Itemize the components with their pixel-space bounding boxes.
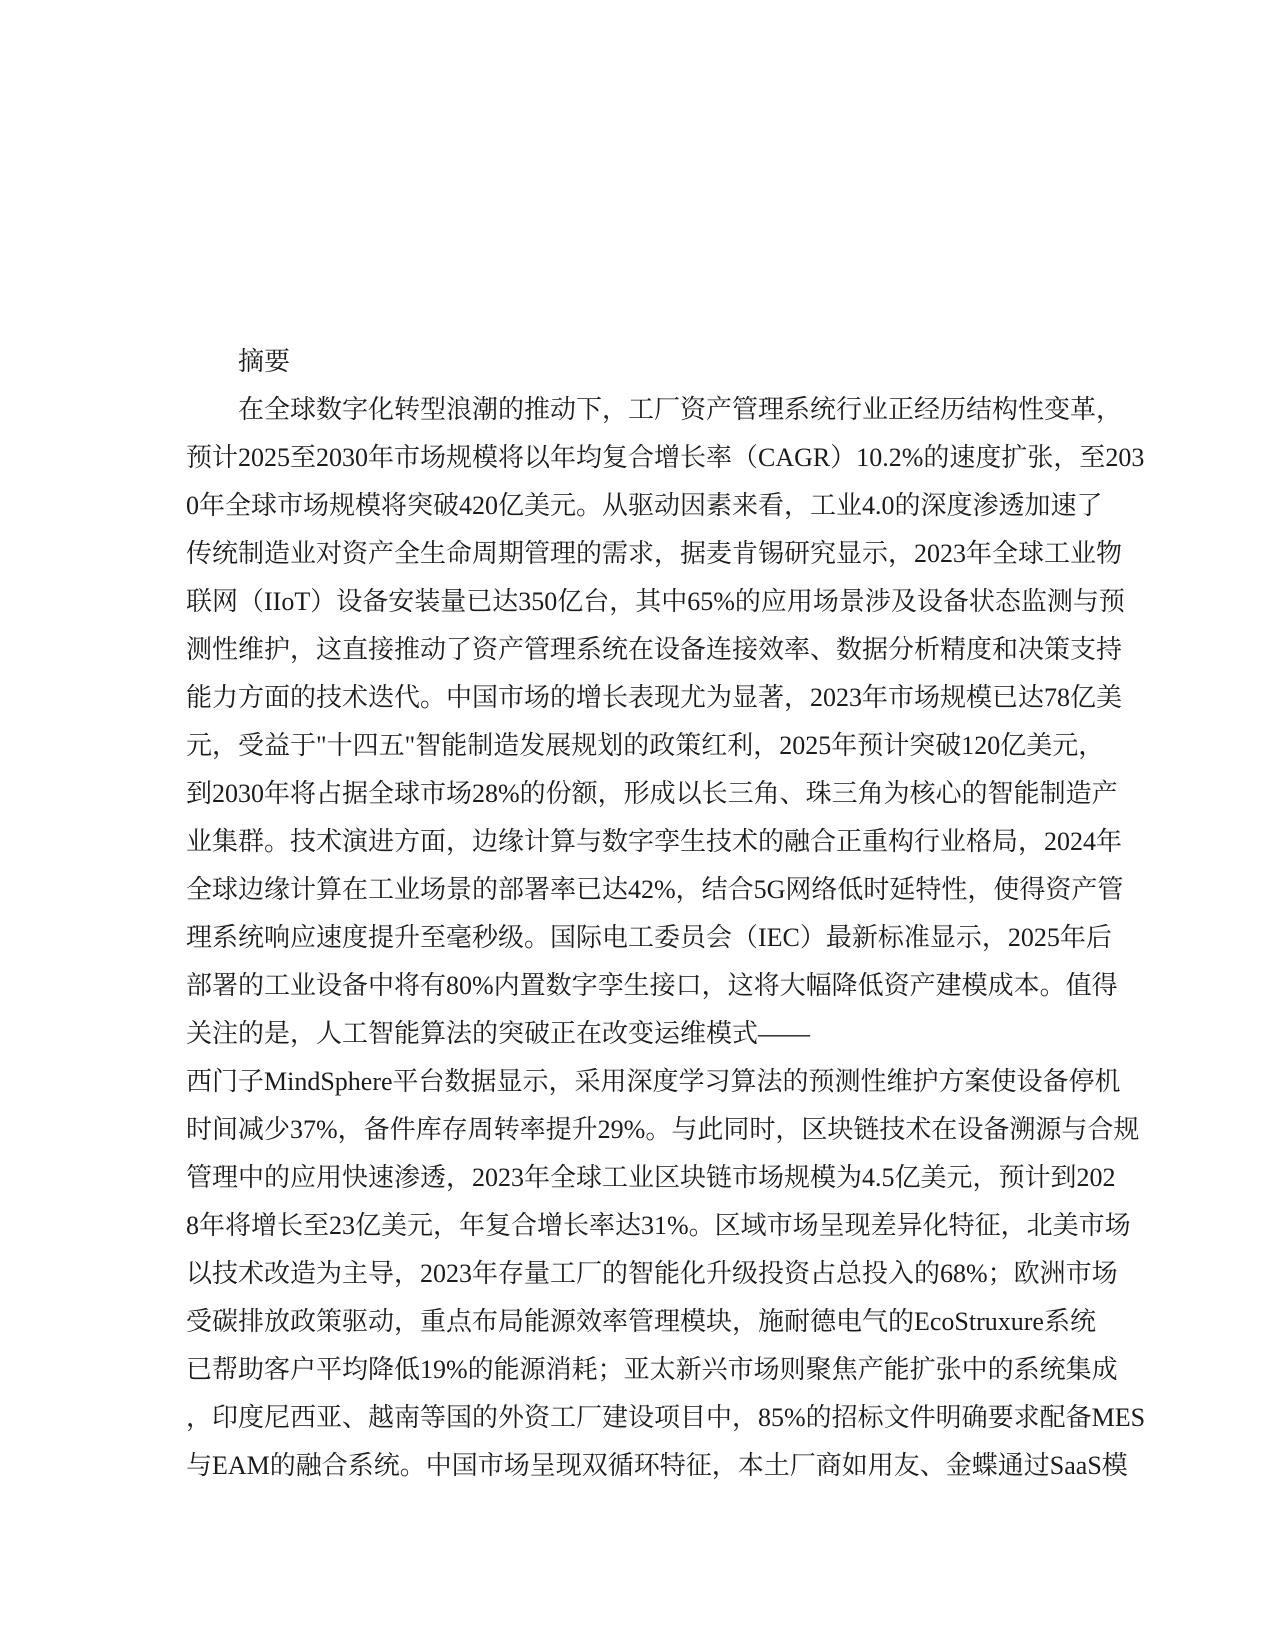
section-heading-abstract: 摘要 [238,347,291,376]
text-line: 受碳排放政策驱动，重点布局能源效率管理模块，施耐德电气的EcoStruxure系统 [186,1307,1096,1336]
text-line: 以技术改造为主导，2023年存量工厂的智能化升级投资占总投入的68%；欧洲市场 [186,1259,1118,1288]
text-line: 元，受益于"十四五"智能制造发展规划的政策红利，2025年预计突破120亿美元， [186,731,1105,760]
text-line: 西门子MindSphere平台数据显示，采用深度学习算法的预测性维护方案使设备停机 [186,1067,1121,1096]
text-line: ，印度尼西亚、越南等国的外资工厂建设项目中，85%的招标文件明确要求配备MES [186,1403,1146,1432]
text-line: 部署的工业设备中将有80%内置数字孪生接口，这将大幅降低资产建模成本。值得 [186,971,1118,1000]
text-line: 时间减少37%，备件库存周转率提升29%。与此同时，区块链技术在设备溯源与合规 [186,1115,1140,1144]
text-line: 能力方面的技术迭代。中国市场的增长表现尤为显著，2023年市场规模已达78亿美 [186,683,1123,712]
text-line: 到2030年将占据全球市场28%的份额，形成以长三角、珠三角为核心的智能制造产 [186,779,1118,808]
text-line: 理系统响应速度提升至毫秒级。国际电工委员会（IEC）最新标准显示，2025年后 [186,923,1112,952]
text-line: 关注的是，人工智能算法的突破正在改变运维模式—— [186,1019,811,1048]
text-line: 已帮助客户平均降低19%的能源消耗；亚太新兴市场则聚焦产能扩张中的系统集成 [186,1355,1118,1384]
text-line: 联网（IIoT）设备安装量已达350亿台，其中65%的应用场景涉及设备状态监测与预 [186,587,1125,616]
text-line: 业集群。技术演进方面，边缘计算与数字孪生技术的融合正重构行业格局，2024年 [186,827,1123,856]
text-line: 预计2025至2030年市场规模将以年均复合增长率（CAGR）10.2%的速度扩张，至203 [186,443,1145,472]
abstract-section [186,338,1146,1490]
text-line: 传统制造业对资产全生命周期管理的需求，据麦肯锡研究显示，2023年全球工业物 [186,539,1123,568]
text-line: 与EAM的融合系统。中国市场呈现双循环特征，本土厂商如用友、金蝶通过SaaS模 [186,1451,1128,1480]
text-line: 管理中的应用快速渗透，2023年全球工业区块链市场规模为4.5亿美元，预计到202 [186,1163,1116,1192]
text-line: 在全球数字化转型浪潮的推动下，工厂资产管理系统行业正经历结构性变革， [238,395,1123,424]
text-line: 全球边缘计算在工业场景的部署率已达42%，结合5G网络低时延特性，使得资产管 [186,875,1124,904]
text-line: 0年全球市场规模将突破420亿美元。从驱动因素来看，工业4.0的深度渗透加速了 [186,491,1103,520]
text-line: 8年将增长至23亿美元，年复合增长率达31%。区域市场呈现差异化特征，北美市场 [186,1211,1131,1240]
text-line: 测性维护，这直接推动了资产管理系统在设备连接效率、数据分析精度和决策支持 [186,635,1123,664]
